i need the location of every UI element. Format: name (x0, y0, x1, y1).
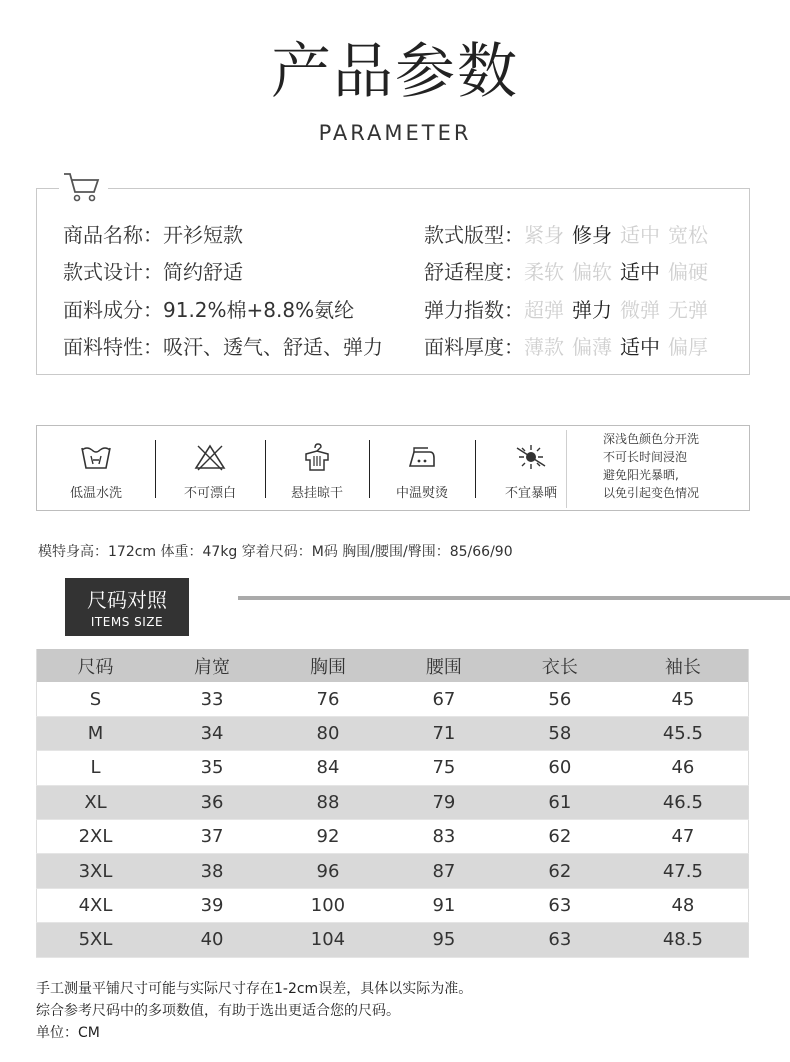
header-size: 尺码 (37, 649, 155, 682)
table-cell: M (37, 716, 155, 750)
table-cell: 62 (502, 819, 618, 853)
table-cell: 47.5 (618, 854, 749, 888)
header-sleeve: 袖长 (618, 649, 749, 682)
table-cell: 36 (154, 785, 270, 819)
table-cell: 46.5 (618, 785, 749, 819)
table-cell: 48.5 (618, 923, 749, 957)
care-item-bleach: 不可漂白 (155, 426, 265, 510)
header-length: 衣长 (502, 649, 618, 682)
table-cell: 96 (270, 854, 386, 888)
param-style: 款式版型：紧身 修身 适中 宽松 (424, 223, 708, 247)
table-cell: 91 (386, 888, 502, 922)
table-cell: L (37, 751, 155, 785)
page-title: 产品参数 (271, 37, 519, 107)
table-cell: 33 (154, 682, 270, 716)
table-cell: 76 (270, 682, 386, 716)
measurement-notes: 手工测量平铺尺寸可能与实际尺寸存在1-2cm误差，具体以实际为准。 综合参考尺码中的多项数值，有助于选出更适合您的尺码。 单位：CM (36, 981, 473, 1041)
table-cell: 88 (270, 785, 386, 819)
table-cell: 79 (386, 785, 502, 819)
no-sun-exposure-icon (515, 442, 547, 472)
table-cell: 87 (386, 854, 502, 888)
table-cell: 2XL (37, 819, 155, 853)
table-cell: 84 (270, 751, 386, 785)
param-comfort: 舒适程度：柔软 偏软 适中 偏硬 (424, 260, 708, 284)
table-cell: XL (37, 785, 155, 819)
param-feature: 面料特性：吸汗、透气、舒适、弹力 (63, 335, 383, 359)
table-cell: 45 (618, 682, 749, 716)
table-row (37, 854, 749, 888)
table-cell: 100 (270, 888, 386, 922)
table-cell: 95 (386, 923, 502, 957)
header-chest: 胸围 (270, 649, 386, 682)
table-cell: 61 (502, 785, 618, 819)
table-row (37, 888, 749, 922)
table-cell: 38 (154, 854, 270, 888)
param-thickness: 面料厚度：薄款 偏薄 适中 偏厚 (424, 335, 708, 359)
table-cell: 47 (618, 819, 749, 853)
care-item-iron: 中温熨烫 (369, 426, 475, 510)
table-row (37, 819, 749, 853)
table-row (37, 923, 749, 957)
table-cell: 35 (154, 751, 270, 785)
care-item-sun: 不宜暴晒 (475, 426, 587, 510)
table-cell: 39 (154, 888, 270, 922)
table-header-row (37, 649, 749, 682)
table-cell: 40 (154, 923, 270, 957)
size-section-tag: 尺码对照 ITEMS SIZE (65, 578, 189, 636)
table-cell: 56 (502, 682, 618, 716)
table-cell: 67 (386, 682, 502, 716)
table-cell: 48 (618, 888, 749, 922)
table-cell: 4XL (37, 888, 155, 922)
table-row (37, 751, 749, 785)
page-subtitle: PARAMETER (318, 121, 472, 145)
table-cell: 60 (502, 751, 618, 785)
table-cell: 104 (270, 923, 386, 957)
param-fabric: 面料成分：91.2%棉+8.8%氨纶 (63, 298, 355, 322)
table-cell: 34 (154, 716, 270, 750)
low-temp-wash-icon (80, 442, 112, 472)
table-row (37, 716, 749, 750)
header-waist: 腰围 (386, 649, 502, 682)
table-cell: 63 (502, 888, 618, 922)
table-cell: 58 (502, 716, 618, 750)
header-shoulder: 肩宽 (154, 649, 270, 682)
table-row (37, 785, 749, 819)
table-cell: 5XL (37, 923, 155, 957)
table-cell: S (37, 682, 155, 716)
table-row (37, 682, 749, 716)
medium-iron-icon (406, 442, 438, 472)
table-cell: 71 (386, 716, 502, 750)
table-cell: 37 (154, 819, 270, 853)
model-info: 模特身高：172cm 体重：47kg 穿着尺码：M码 胸围/腰围/臀围：85/66/90 (38, 544, 513, 560)
section-divider (238, 596, 790, 600)
table-cell: 62 (502, 854, 618, 888)
hang-dry-icon (301, 442, 333, 472)
table-cell: 75 (386, 751, 502, 785)
table-cell: 63 (502, 923, 618, 957)
table-cell: 83 (386, 819, 502, 853)
care-item-hang: 悬挂晾干 (265, 426, 369, 510)
param-design: 款式设计：简约舒适 (63, 260, 243, 284)
table-cell: 46 (618, 751, 749, 785)
param-elastic: 弹力指数：超弹 弹力 微弹 无弹 (424, 298, 708, 322)
size-table (36, 649, 749, 958)
no-bleach-icon (194, 442, 226, 472)
table-cell: 45.5 (618, 716, 749, 750)
care-item-wash: 低温水洗 (37, 426, 155, 510)
table-cell: 80 (270, 716, 386, 750)
care-note: 深浅色颜色分开洗 不可长时间浸泡 避免阳光暴晒, 以免引起变色情况 (566, 430, 747, 508)
table-cell: 3XL (37, 854, 155, 888)
param-name: 商品名称：开衫短款 (63, 223, 243, 247)
table-cell: 92 (270, 819, 386, 853)
